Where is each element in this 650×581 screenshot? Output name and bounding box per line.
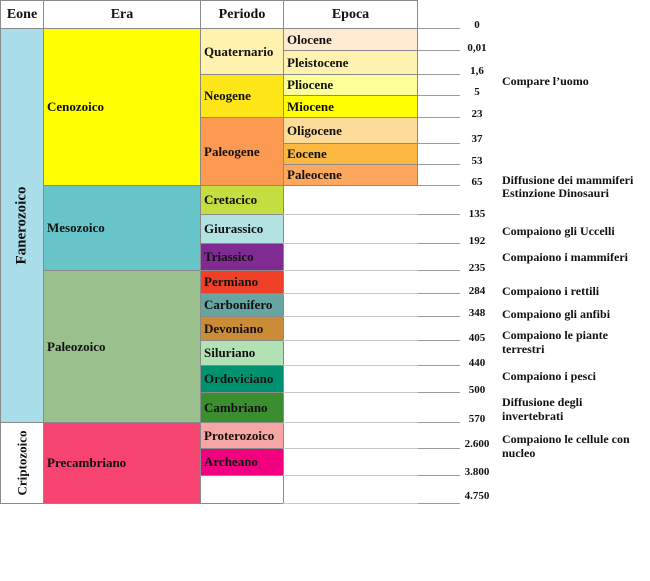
row-separator	[283, 422, 418, 423]
era-paleozoico	[43, 270, 201, 423]
epoca-oligocene-label: Oligocene	[287, 122, 342, 138]
periodo-devoniano	[200, 316, 284, 341]
event-piante-line1: Compaiono le piante	[502, 328, 609, 342]
epoca-pliocene	[283, 74, 418, 96]
age-label: 284	[468, 285, 486, 297]
event-rettili: Compaiono i rettili	[502, 284, 600, 298]
age-label: 192	[468, 235, 486, 247]
periodo-cretacico	[200, 185, 284, 215]
epoca-olocene	[283, 28, 418, 51]
periodo-triassico	[200, 243, 284, 271]
periodo-empty	[200, 475, 284, 504]
tick-line	[418, 448, 460, 449]
periodo-devoniano-label: Devoniano	[204, 320, 264, 336]
event-diffusione-mammiferi: Diffusione dei mammiferi	[502, 173, 634, 187]
header-era	[43, 0, 201, 29]
periodo-quaternario	[200, 28, 284, 75]
event-cellule-line2: nucleo	[502, 446, 536, 460]
event-cellule-line1: Compaiono le cellule con	[502, 432, 630, 446]
tick-line	[418, 340, 460, 341]
epoca-miocene-label: Miocene	[287, 98, 334, 114]
periodo-cambriano	[200, 392, 284, 423]
age-label: 65	[471, 176, 483, 188]
era-mesozoico-label: Mesozoico	[47, 220, 105, 235]
periodo-carbonifero-label: Carbonifero	[204, 297, 273, 312]
tick-line	[418, 503, 460, 504]
epoca-pleistocene-label: Pleistocene	[287, 54, 349, 70]
row-separator	[283, 503, 418, 504]
tick-line	[418, 475, 460, 476]
age-label: 440	[468, 357, 486, 369]
row-separator	[283, 365, 418, 366]
tick-line	[418, 143, 460, 144]
epoca-eocene	[283, 143, 418, 165]
event-invertebrati-line1: Diffusione degli	[502, 395, 583, 409]
age-label: 500	[468, 384, 486, 396]
age-label: 53	[471, 155, 483, 167]
periodo-quaternario-label: Quaternario	[204, 43, 274, 59]
periodo-proterozoico-label: Proterozoico	[204, 427, 275, 443]
epoca-paleocene-label: Paleocene	[287, 167, 342, 182]
row-separator	[283, 243, 418, 244]
row-separator	[283, 316, 418, 317]
periodo-triassico-label: Triassico	[204, 249, 254, 264]
tick-line	[418, 164, 460, 165]
event-piante-line2: terrestri	[502, 342, 545, 356]
age-label: 135	[468, 208, 486, 220]
row-separator	[283, 392, 418, 393]
age-label: 4.750	[464, 490, 490, 502]
periodo-carbonifero	[200, 293, 284, 317]
eone-fanerozoico	[0, 28, 44, 423]
row-separator	[283, 475, 418, 476]
event-pesci: Compaiono i pesci	[502, 369, 597, 383]
era-precambriano	[43, 422, 201, 504]
tick-line	[418, 95, 460, 96]
header-eone-label: Eone	[6, 6, 38, 22]
periodo-siluriano-label: Siluriano	[204, 345, 256, 360]
periodo-permiano-label: Permiano	[204, 274, 259, 289]
tick-line	[418, 50, 460, 51]
eone-criptozoico-label: Criptozoico	[14, 430, 30, 496]
age-label: 37	[471, 133, 483, 145]
periodo-ordoviciano-label: Ordoviciano	[204, 371, 274, 386]
periodo-cretacico-label: Cretacico	[204, 192, 258, 207]
tick-line	[418, 28, 460, 29]
tick-line	[418, 422, 460, 423]
header-epoca-label: Epoca	[331, 6, 370, 22]
row-separator	[283, 448, 418, 449]
periodo-proterozoico	[200, 422, 284, 449]
periodo-neogene	[200, 74, 284, 118]
event-estinzione-dinosauri: Estinzione Dinosauri	[502, 186, 610, 200]
periodo-permiano	[200, 270, 284, 294]
tick-line	[418, 214, 460, 215]
header-era-label: Era	[110, 6, 134, 22]
era-precambriano-label: Precambriano	[47, 455, 127, 470]
tick-line	[418, 243, 460, 244]
event-compare-uomo: Compare l’uomo	[502, 74, 589, 88]
row-separator	[283, 340, 418, 341]
periodo-archeano	[200, 448, 284, 476]
event-anfibi: Compaiono gli anfibi	[502, 307, 611, 321]
periodo-siluriano	[200, 340, 284, 366]
tick-line	[418, 293, 460, 294]
periodo-paleogene	[200, 117, 284, 186]
epoca-eocene-label: Eocene	[287, 146, 327, 161]
event-mammiferi: Compaiono i mammiferi	[502, 250, 628, 264]
periodo-paleogene-label: Paleogene	[204, 143, 260, 159]
age-label: 405	[468, 332, 486, 344]
era-cenozoico	[43, 28, 201, 186]
tick-line	[418, 270, 460, 271]
event-invertebrati-line2: invertebrati	[502, 409, 564, 423]
periodo-giurassico	[200, 214, 284, 244]
tick-line	[418, 365, 460, 366]
epoca-pleistocene	[283, 50, 418, 75]
tick-line	[418, 74, 460, 75]
header-periodo-label: Periodo	[218, 6, 266, 22]
eone-criptozoico	[0, 422, 44, 504]
age-label: 570	[468, 413, 486, 425]
row-separator	[283, 214, 418, 215]
age-label: 0,01	[467, 42, 487, 54]
age-label: 23	[471, 108, 483, 120]
row-separator	[283, 270, 418, 271]
era-paleozoico-label: Paleozoico	[47, 338, 106, 354]
row-separator	[283, 293, 418, 294]
era-cenozoico-label: Cenozoico	[47, 99, 105, 114]
epoca-pliocene-label: Pliocene	[287, 77, 334, 92]
epoca-olocene-label: Olocene	[287, 31, 332, 47]
age-label: 235	[468, 262, 486, 274]
periodo-archeano-label: Archeano	[204, 454, 258, 469]
age-label: 0	[474, 19, 480, 31]
periodo-cambriano-label: Cambriano	[204, 399, 268, 415]
epoca-oligocene	[283, 117, 418, 144]
epoca-paleocene	[283, 164, 418, 186]
age-label: 3.800	[464, 466, 490, 478]
periodo-neogene-label: Neogene	[204, 88, 251, 103]
age-label: 1,6	[470, 65, 484, 77]
age-label: 5	[474, 86, 480, 98]
tick-line	[418, 185, 460, 186]
header-eone	[0, 0, 44, 29]
event-uccelli: Compaiono gli Uccelli	[502, 224, 615, 238]
tick-line	[418, 392, 460, 393]
eone-fanerozoico-label: Fanerozoico	[13, 186, 30, 265]
header-periodo	[200, 0, 284, 29]
tick-line	[418, 117, 460, 118]
age-label: 2.600	[464, 438, 490, 450]
age-label: 348	[468, 307, 486, 319]
tick-line	[418, 316, 460, 317]
epoca-miocene	[283, 95, 418, 118]
periodo-ordoviciano	[200, 365, 284, 393]
header-epoca	[283, 0, 418, 29]
periodo-giurassico-label: Giurassico	[204, 221, 264, 236]
era-mesozoico	[43, 185, 201, 271]
